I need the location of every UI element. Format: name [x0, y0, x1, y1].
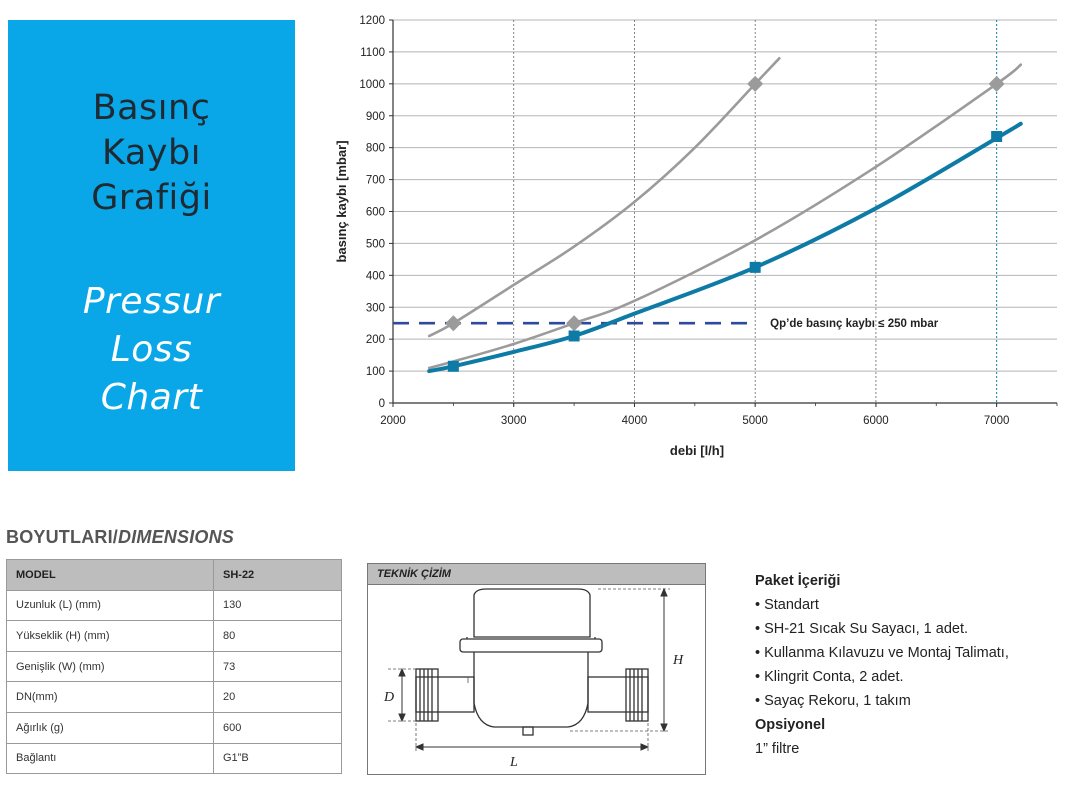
y-tick-label: 100 — [365, 366, 385, 379]
y-tick-label: 500 — [365, 238, 385, 251]
technical-drawing-title: TEKNİK ÇİZİM — [368, 564, 705, 585]
meter-flange — [460, 639, 602, 652]
title-tr-line: Basınç — [92, 88, 211, 128]
left-pipe — [416, 677, 474, 712]
title-turkish — [8, 86, 295, 221]
y-tick-label: 900 — [365, 110, 385, 123]
y-tick-label: 0 — [378, 398, 385, 410]
x-tick-label: 5000 — [742, 415, 768, 427]
square-marker — [448, 361, 459, 372]
square-marker — [750, 262, 761, 273]
title-english — [8, 278, 295, 422]
y-tick-label: 700 — [365, 174, 385, 187]
right-pipe — [588, 677, 648, 712]
technical-drawing-box — [367, 563, 706, 775]
x-axis-label: debi [l/h] — [669, 443, 725, 458]
series-line-3 — [429, 124, 1021, 371]
y-tick-label: 200 — [365, 334, 385, 347]
pressure-loss-chart — [318, 0, 1070, 470]
meter-lid — [474, 589, 590, 637]
x-tick-label: 4000 — [621, 415, 648, 427]
series-line-1 — [429, 58, 779, 336]
package-item: • SH-21 Sıcak Su Sayacı, 1 adet. — [755, 621, 969, 637]
table-row — [7, 743, 342, 774]
table-cell: Yükseklik (H) (mm) — [7, 621, 214, 652]
table-row — [7, 712, 342, 743]
x-tick-label: 7000 — [983, 415, 1010, 427]
table-cell: 80 — [214, 621, 342, 652]
title-panel — [8, 20, 295, 471]
square-marker — [569, 330, 580, 341]
x-tick-label: 3000 — [500, 415, 527, 427]
optional-item: 1” filtre — [755, 741, 800, 757]
meter-plug — [523, 727, 533, 735]
meter-body — [474, 652, 588, 727]
table-cell: Bağlantı — [7, 743, 214, 774]
table-cell: Ağırlık (g) — [7, 712, 214, 743]
table-cell: Genişlik (W) (mm) — [7, 651, 214, 682]
table-cell: Uzunluk (L) (mm) — [7, 590, 214, 621]
title-tr-line: Kaybı — [102, 133, 201, 173]
package-item: • Standart — [755, 597, 819, 613]
package-heading: Paket İçeriği — [755, 573, 841, 589]
title-tr-line: Grafiği — [91, 178, 212, 218]
package-item: • Klingrit Conta, 2 adet. — [755, 669, 904, 685]
y-tick-label: 400 — [365, 270, 385, 283]
dimensions-heading-text: BOYUTLARI/ — [6, 527, 118, 547]
square-marker — [991, 131, 1002, 142]
table-cell: G1”B — [214, 743, 342, 774]
table-cell: 73 — [214, 651, 342, 682]
diamond-marker — [445, 315, 461, 331]
table-row — [7, 651, 342, 682]
package-item: • Kullanma Kılavuzu ve Montaj Talimatı, — [755, 645, 1009, 661]
optional-heading: Opsiyonel — [755, 717, 826, 733]
table-header-cell: MODEL — [7, 560, 214, 591]
reference-line-label: Qp’de basınç kaybı ≤ 250 mbar — [770, 318, 939, 331]
title-en-line: Loss — [110, 329, 193, 370]
dimensions-table — [6, 559, 342, 774]
dimensions-heading — [6, 527, 234, 548]
y-tick-label: 1000 — [359, 78, 385, 91]
y-tick-label: 1100 — [360, 46, 385, 59]
table-header-cell: SH-22 — [214, 560, 342, 591]
table-cell: 20 — [214, 682, 342, 713]
table-cell: 130 — [214, 590, 342, 621]
y-axis-label: basınç kaybı [mbar] — [334, 140, 349, 263]
table-cell: DN(mm) — [7, 682, 214, 713]
y-tick-label: 300 — [365, 302, 385, 315]
water-meter-drawing — [368, 585, 705, 774]
diamond-marker — [566, 315, 582, 331]
table-row — [7, 621, 342, 652]
package-contents — [755, 569, 1009, 761]
label-l: L — [510, 755, 518, 770]
table-row — [7, 682, 342, 713]
table-row — [7, 590, 342, 621]
package-item: • Sayaç Rekoru, 1 takım — [755, 693, 911, 709]
x-tick-label: 6000 — [863, 415, 889, 427]
y-tick-label: 600 — [365, 206, 385, 219]
dimensions-heading-italic: DIMENSIONS — [118, 527, 235, 547]
title-en-line: Pressur — [82, 281, 221, 322]
y-tick-label: 1200 — [359, 15, 385, 27]
diamond-marker — [989, 76, 1005, 92]
table-cell: 600 — [214, 712, 342, 743]
table-header-row — [7, 560, 342, 591]
label-d: D — [384, 690, 395, 705]
title-en-line: Chart — [100, 377, 203, 418]
x-tick-label: 2000 — [380, 415, 406, 427]
y-tick-label: 800 — [365, 142, 385, 155]
label-h: H — [673, 653, 684, 668]
